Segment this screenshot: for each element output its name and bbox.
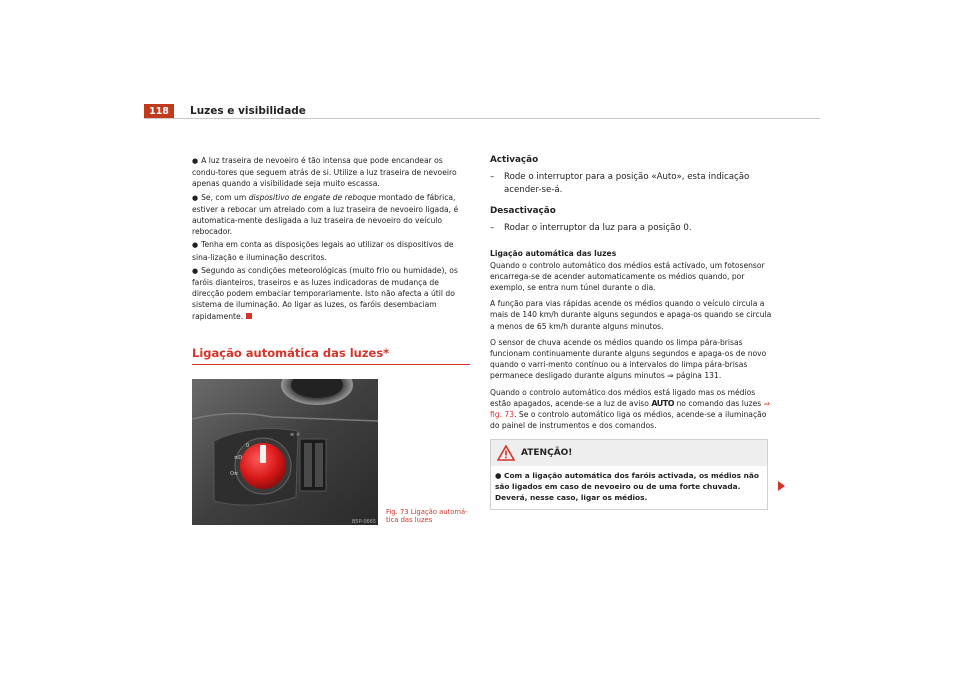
figure-reference-link[interactable]: ⇒ fig. 73 — [490, 398, 771, 419]
activation-step: – Rode o interruptor para a posição «Auto», esta indicação acender-se-á. — [490, 172, 750, 195]
right-column — [490, 155, 772, 510]
deactivation-step: – Rodar o interruptor da luz para a posição 0. — [490, 223, 692, 233]
bullet-icon: ● — [192, 193, 199, 202]
section-heading: Ligação automática das luzes* — [192, 346, 470, 365]
paragraph-title: Ligação automática das luzes — [490, 248, 617, 258]
svg-text:≋ ☼: ≋ ☼ — [290, 431, 301, 438]
deactivation-heading: Desactivação — [490, 206, 556, 216]
auto-warning-icon: AUTO — [651, 398, 675, 408]
warning-title: ATENÇÃO! — [521, 448, 573, 459]
svg-text:≡D: ≡D — [234, 454, 243, 461]
svg-text:O≡: O≡ — [230, 470, 239, 477]
chapter-title: Luzes e visibilidade — [190, 105, 306, 117]
activation-heading: Activação — [490, 155, 539, 165]
bullet-icon: ● — [192, 241, 199, 250]
figure-code: B5P-0665 — [352, 518, 377, 525]
section-end-marker — [246, 313, 252, 319]
warning-text: ● Com a ligação automática dos faróis activada, os médios não são ligados em caso de nevoeiro ou de uma forte chuvada. Deverá, nesse caso, ligar os médios. — [495, 471, 759, 502]
bullet-icon: ● — [495, 471, 505, 481]
paragraph: A função para vias rápidas acende os médios quando o veículo circula a mais de 140 km/h durante alguns segundos e apaga-os quando se circula a menos de 65 km/h durante alguns minutos. — [490, 299, 772, 331]
figure-caption: Fig. 73 Ligação automá-tica das luzes — [386, 507, 468, 525]
bullet-icon: ● — [192, 157, 199, 165]
paragraph: Quando o controlo automático dos médios está activado, um fotosensor encarrega-se de acender automaticamente os médios quando, por exemplo, se entra num túnel durante o dia. — [490, 260, 765, 292]
left-column — [192, 155, 470, 525]
figure-73 — [192, 379, 470, 525]
paragraph: O sensor de chuva acende os médios quando os limpa pára-brisas funcionam continuamente durante alguns segundos e apaga-os de novo quando o varri-mento contínuo ou a intervalos do limpa pára-brisas permanece desligado durante alguns minutos ⇒ página 131. — [490, 337, 767, 381]
bullet-item: ● A luz traseira de nevoeiro é tão intensa que pode encandear os condu-tores que seguem atrás de si. Utilize a luz traseira de nevoeiro apenas quando a visibilidade seja muito escassa. — [192, 156, 457, 189]
svg-text:0: 0 — [246, 442, 250, 449]
warning-header — [491, 440, 767, 466]
light-switch-photo — [192, 379, 378, 525]
bullet-item: ● Tenha em conta as disposições legais ao utilizar os dispositivos de sina-lização e iluminação descritos. — [192, 240, 454, 262]
bullet-item: ● Se, com um dispositivo de engate de reboque montado de fábrica, estiver a rebocar um atrelado com a luz traseira de nevoeiro ligada, é automatica-mente desligada a luz traseira de nevoeiro do veículo rebocador. — [192, 192, 459, 237]
page-number: 118 — [144, 104, 174, 119]
warning-triangle-icon — [497, 445, 515, 461]
paragraph: Quando o controlo automático dos médios está ligado mas os médios estão apagados, acende-se a luz de aviso AUTO no comando das luzes ⇒ fig. 73. Se o controlo automático liga os médios, acende-se a iluminação do painel de instrumentos e dos comandos. — [490, 387, 771, 431]
bullet-item: ● Segundo as condições meteorológicas (muito frio ou humidade), os faróis dianteiros, traseiros e as luzes indicadoras de mudança de direcção podem embaciar temporariamente. Isto não afecta a útil do sistema de iluminação. Ao ligar as luzes, os faróis desembaciam rapidamente. — [192, 265, 458, 321]
warning-box — [490, 439, 768, 509]
continue-arrow-icon — [778, 481, 785, 491]
bullet-icon: ● — [192, 266, 199, 275]
header-divider — [144, 118, 820, 119]
